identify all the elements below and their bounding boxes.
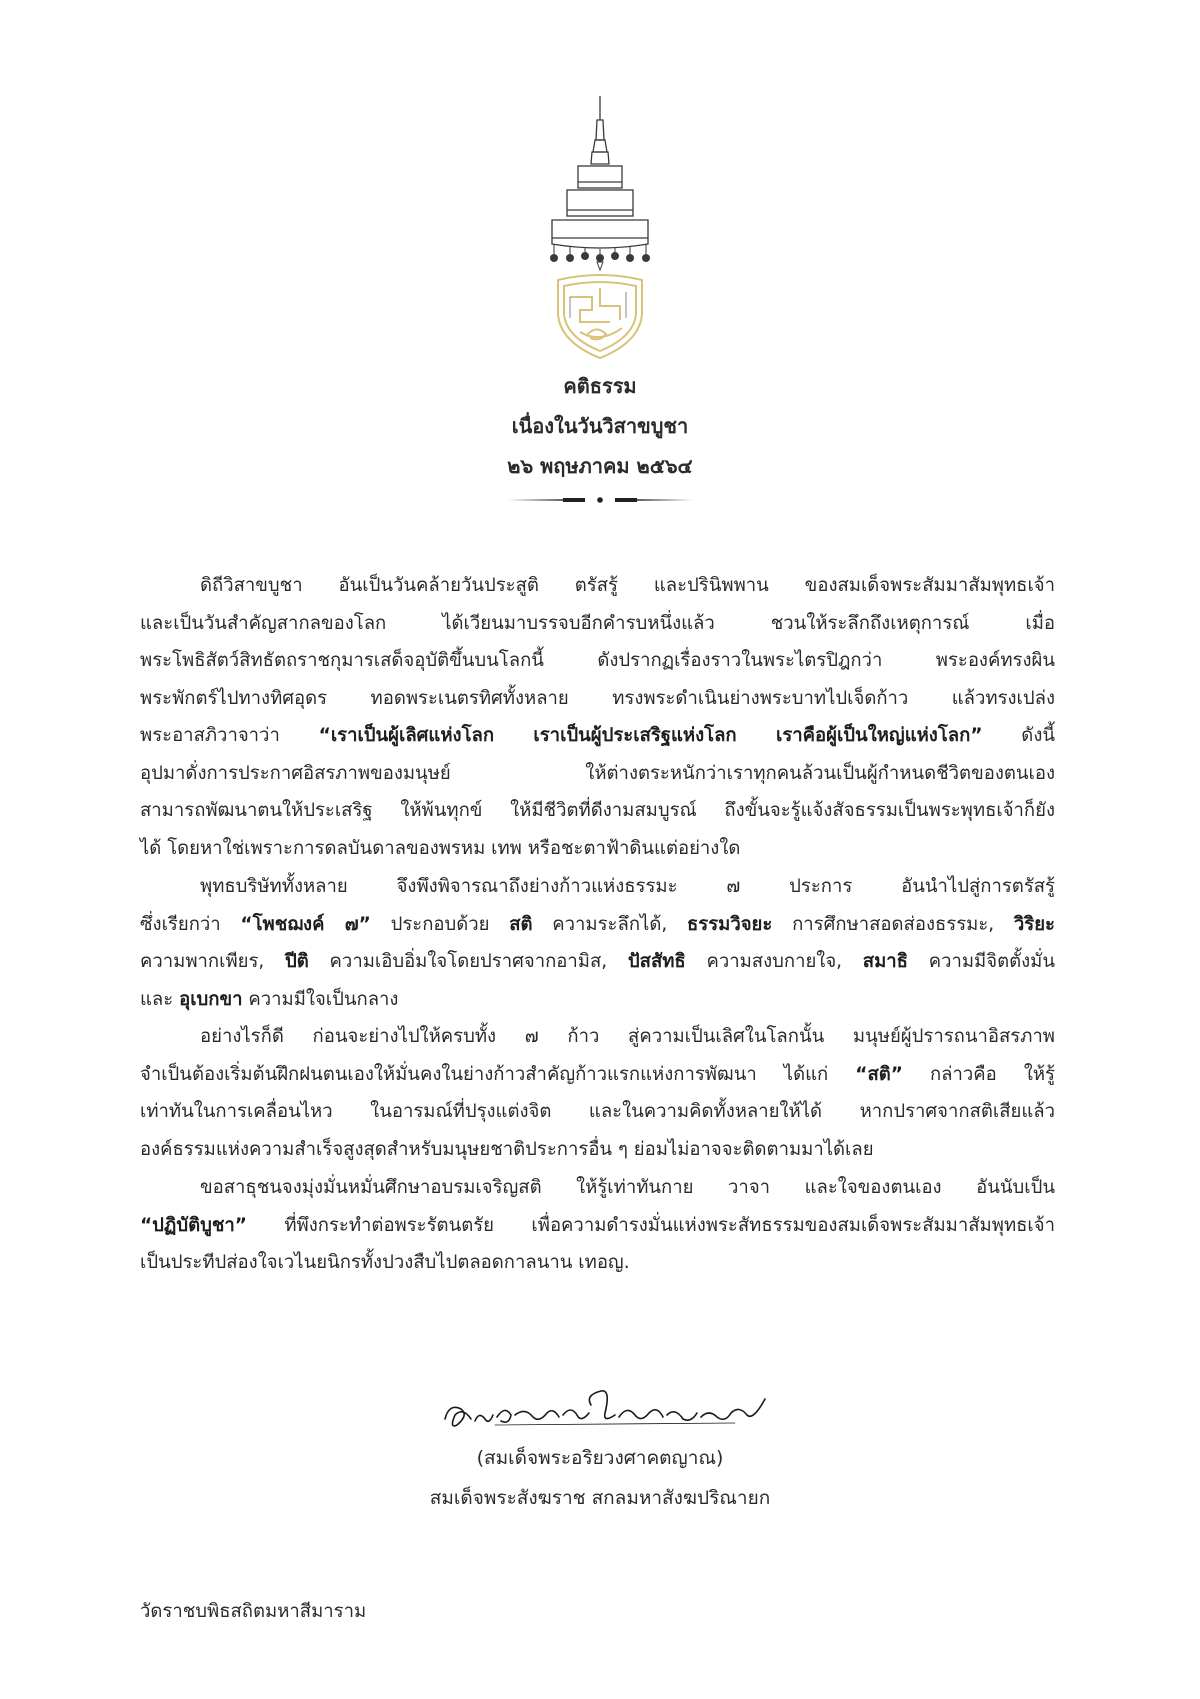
bold-term: สติ <box>509 913 533 935</box>
text-line <box>140 906 1055 944</box>
text-run: ความพากเพียร, <box>140 951 286 972</box>
text-line: พระพักตร์ไปทางทิศอุดร ทอดพระเนตรทิศทั้งหลาย ทรงพระดำเนินย่างพระบาทไปเจ็ดก้าว แล้วทรงเปล่ง <box>140 687 1055 709</box>
document-occasion: เนื่องในวันวิสาขบูชา <box>511 414 689 438</box>
signatory-title: สมเด็จพระสังฆราช สกลมหาสังฆปริณายก <box>429 1487 771 1509</box>
text-line: และเป็นวันสำคัญสากลของโลก ได้เวียนมาบรรจบอีกคำรบหนึ่งแล้ว ชวนให้ระลึกถึงเหตุการณ์ เมื่อ <box>140 612 1055 634</box>
paragraph-3 <box>140 1018 1055 1168</box>
text-run: ความมีใจเป็นกลาง <box>242 988 399 1010</box>
paragraph-2 <box>140 868 1055 1018</box>
text-run: และ <box>140 988 180 1010</box>
text-run: ความระลึกได้, <box>532 913 687 935</box>
text-line <box>140 1207 1055 1245</box>
text-line <box>140 1056 1055 1094</box>
paragraph-1 <box>140 567 1055 867</box>
text-line: เท่าทันในการเคลื่อนไหว ในอารมณ์ที่ปรุงแต่งจิต และในความคิดทั้งหลายให้ได้ หากปราศจากสติเสียแล้ว <box>140 1101 1055 1122</box>
text-run: ซึ่งเรียกว่า <box>140 913 241 935</box>
ornamental-divider <box>505 494 695 506</box>
text-line: พระโพธิสัตว์สิทธัตถราชกุมารเสด็จอุบัติขึ้นบนโลกนี้ ดังปรากฏเรื่องราวในพระไตรปิฎกว่า พระองค์ทรงผิน <box>140 650 1055 671</box>
handwritten-signature-icon <box>435 1385 775 1437</box>
bold-term: “โพชฌงค์ ๗” <box>240 913 371 935</box>
text-line <box>140 981 1055 1019</box>
temple-location: วัดราชบพิธสถิตมหาสีมาราม <box>140 1601 367 1622</box>
text-run: ความเอิบอิ่มใจโดยปราศจากอามิส, <box>308 951 628 972</box>
text-line: ดิถีวิสาขบูชา อันเป็นวันคล้ายวันประสูติ ตรัสรู้ และปรินิพพาน ของสมเด็จพระสัมมาสัมพุทธเจ้า <box>200 575 1055 596</box>
text-line: ได้ โดยหาใช่เพราะการดลบันดาลของพรหม เทพ หรือชะตาฟ้าดินแต่อย่างใด <box>140 837 741 859</box>
text-run: ดังนี้ <box>982 725 1056 746</box>
text-line: อุปมาดั่งการประกาศอิสรภาพของมนุษย์ ให้ต่างตระหนักว่าเราทุกคนล้วนเป็นผู้กำหนดชีวิตของตนเอง <box>140 762 1055 784</box>
bold-term: อุเบกขา <box>179 988 243 1010</box>
document-date: ๒๖ พฤษภาคม ๒๕๖๔ <box>507 454 693 478</box>
text-line <box>140 717 1055 755</box>
royal-emblem-icon <box>540 92 660 362</box>
text-line: เป็นประทีปส่องใจเวไนยนิกรทั้งปวงสืบไปตลอดกาลนาน เทอญ. <box>140 1252 630 1273</box>
bold-term: วิริยะ <box>1013 913 1055 935</box>
text-run: ความสงบกายใจ, <box>685 951 863 972</box>
signatory-name: (สมเด็จพระอริยวงศาคตญาณ) <box>476 1447 724 1469</box>
bold-term: “ปฏิบัติบูชา” <box>140 1214 247 1236</box>
bold-term: ธรรมวิจยะ <box>686 913 773 935</box>
text-run: ประกอบด้วย <box>370 913 510 935</box>
text-run: ความมีจิตตั้งมั่น <box>907 951 1055 972</box>
text-line: อย่างไรก็ดี ก่อนจะย่างไปให้ครบทั้ง ๗ ก้าว สู่ความเป็นเลิศในโลกนั้น มนุษย์ผู้ปรารถนาอิสรภาพ <box>200 1026 1055 1047</box>
bold-term: ปีติ <box>285 951 309 972</box>
bold-term: ปัสสัทธิ <box>627 951 686 972</box>
paragraph-4 <box>140 1169 1055 1282</box>
text-run: จำเป็นต้องเริ่มต้นฝึกฝนตนเองให้มั่นคงในย่างก้าวสำคัญก้าวแรกแห่งการพัฒนา ได้แก่ <box>140 1063 856 1085</box>
bold-term: “สติ” <box>855 1063 903 1085</box>
text-line: องค์ธรรมแห่งความสำเร็จสูงสุดสำหรับมนุษยชาติประการอื่น ๆ ย่อมไม่อาจจะติดตามมาได้เลย <box>140 1138 874 1160</box>
text-line: พุทธบริษัททั้งหลาย จึงพึงพิจารณาถึงย่างก้าวแห่งธรรมะ ๗ ประการ อันนำไปสู่การตรัสรู้ <box>200 876 1055 897</box>
text-line: ขอสาธุชนจงมุ่งมั่นหมั่นศึกษาอบรมเจริญสติ ให้รู้เท่าทันกาย วาจา และใจของตนเอง อันนับเป็น <box>200 1177 1055 1198</box>
text-line <box>140 943 1055 981</box>
bold-term: สมาธิ <box>862 951 908 972</box>
text-line: สามารถพัฒนาตนให้ประเสริฐ ให้พ้นทุกข์ ให้มีชีวิตที่ดีงามสมบูรณ์ ถึงขั้นจะรู้แจ้งสัจธรรมเป็นพระพุทธเจ้าก็ยัง <box>140 800 1055 821</box>
bold-quote: “เราเป็นผู้เลิศแห่งโลก เราเป็นผู้ประเสริฐแห่งโลก เราคือผู้เป็นใหญ่แห่งโลก” <box>318 725 983 746</box>
text-run: พระอาสภิวาจาว่า <box>140 725 319 746</box>
document-title: คติธรรม <box>563 374 637 398</box>
text-run: การศึกษาสอดส่องธรรมะ, <box>772 913 1014 935</box>
text-run: กล่าวคือ ให้รู้ <box>902 1063 1055 1085</box>
text-run: ที่พึงกระทำต่อพระรัตนตรัย เพื่อความดำรงมั่นแห่งพระสัทธรรมของสมเด็จพระสัมมาสัมพุทธเจ้า <box>246 1214 1055 1236</box>
